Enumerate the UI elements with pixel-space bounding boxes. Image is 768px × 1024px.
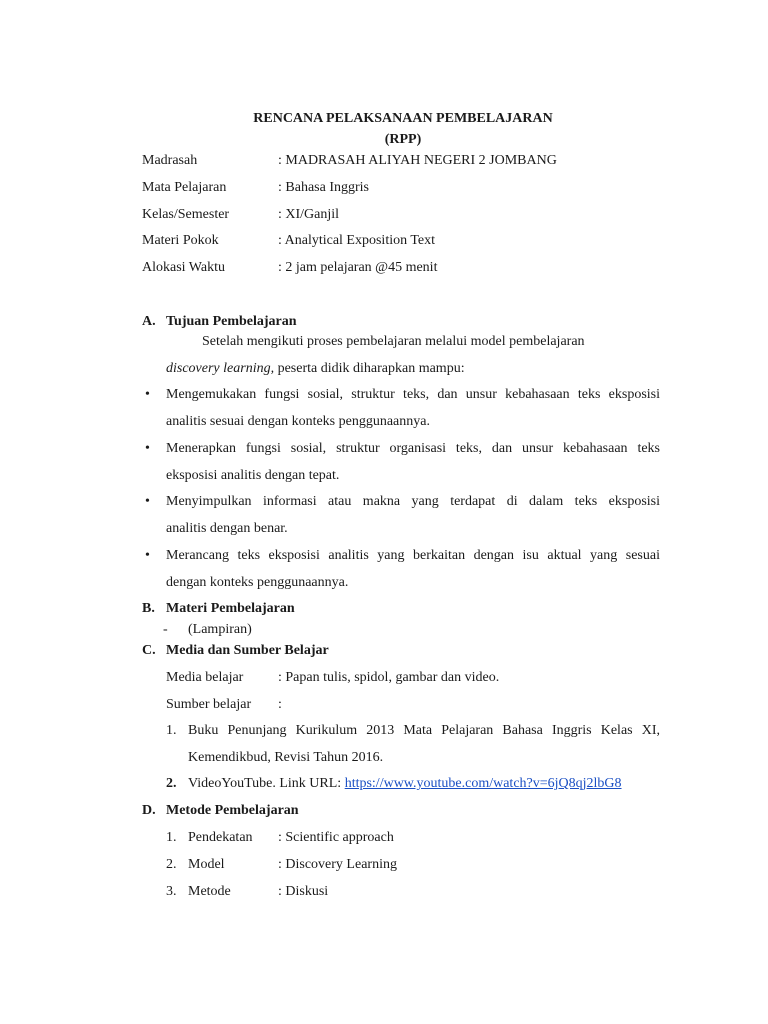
list-number: 1.	[166, 723, 177, 738]
objective-line: dengan konteks penggunaannya.	[166, 575, 349, 590]
intro-text	[166, 360, 465, 378]
identity-value: : Bahasa Inggris	[278, 180, 369, 195]
media-value: : Papan tulis, spidol, gambar dan video.	[278, 670, 500, 685]
source-line: Kemendikbud, Revisi Tahun 2016.	[188, 750, 384, 765]
list-number: 1.	[166, 830, 177, 845]
intro-text: Setelah mengikuti proses pembelajaran melalui model pembelajaran	[202, 334, 585, 349]
section-letter: A.	[142, 314, 156, 329]
section-letter: D.	[142, 803, 156, 818]
section-heading: Media dan Sumber Belajar	[166, 643, 329, 658]
media-label: Media belajar	[166, 670, 244, 685]
identity-label: Materi Pokok	[142, 233, 219, 248]
intro-italic-text: discovery learning,	[166, 361, 275, 376]
section-heading: Materi Pembelajaran	[166, 601, 295, 616]
identity-label: Kelas/Semester	[142, 207, 230, 222]
document-subtitle: (RPP)	[384, 132, 422, 147]
dash-marker: -	[163, 622, 168, 637]
section-letter: C.	[142, 643, 156, 658]
youtube-link[interactable]: https://www.youtube.com/watch?v=6jQ8qj2lbG8	[344, 776, 622, 791]
method-value: : Diskusi	[278, 884, 329, 899]
method-label: Pendekatan	[188, 830, 253, 845]
identity-label: Alokasi Waktu	[142, 260, 225, 275]
bullet-icon: •	[145, 441, 150, 456]
materi-item: (Lampiran)	[188, 622, 252, 637]
objective-line: Menerapkan fungsi sosial, struktur organisasi teks, dan unsur kebahasaan teks	[166, 441, 660, 456]
bullet-icon: •	[145, 387, 150, 402]
source-label: Sumber belajar	[166, 697, 252, 712]
objective-line: eksposisi analitis dengan tepat.	[166, 468, 340, 483]
source-line: Buku Penunjang Kurikulum 2013 Mata Pelajaran Bahasa Inggris Kelas XI,	[188, 723, 660, 738]
objective-line: analitis dengan benar.	[166, 521, 288, 536]
section-heading: Metode Pembelajaran	[166, 803, 299, 818]
identity-value: : 2 jam pelajaran @45 menit	[278, 260, 438, 275]
method-value: : Scientific approach	[278, 830, 394, 845]
bullet-icon: •	[145, 494, 150, 509]
document-title: RENCANA PELAKSANAAN PEMBELAJARAN	[253, 111, 553, 126]
source-value: :	[278, 697, 282, 712]
identity-value: : XI/Ganjil	[278, 207, 340, 222]
section-letter: B.	[142, 601, 155, 616]
objective-line: Menyimpulkan informasi atau makna yang terdapat di dalam teks eksposisi	[166, 494, 660, 509]
source-line	[188, 775, 622, 793]
objective-line: analitis sesuai dengan konteks penggunaannya.	[166, 414, 430, 429]
list-number: 2.	[166, 857, 177, 872]
list-number: 3.	[166, 884, 177, 899]
identity-label: Mata Pelajaran	[142, 180, 227, 195]
identity-value: : Analytical Exposition Text	[278, 233, 436, 248]
objective-line: Merancang teks eksposisi analitis yang berkaitan dengan isu aktual yang sesuai	[166, 548, 660, 563]
list-number: 2.	[166, 776, 177, 791]
section-heading: Tujuan Pembelajaran	[166, 314, 297, 329]
method-value: : Discovery Learning	[278, 857, 397, 872]
method-label: Metode	[188, 884, 231, 899]
source-text: VideoYouTube. Link URL:	[188, 776, 345, 791]
objective-line: Mengemukakan fungsi sosial, struktur teks, dan unsur kebahasaan teks eksposisi	[166, 387, 660, 402]
identity-label: Madrasah	[142, 153, 198, 168]
bullet-icon: •	[145, 548, 150, 563]
method-label: Model	[188, 857, 225, 872]
intro-rest-text: peserta didik diharapkan mampu:	[274, 361, 465, 376]
identity-value: : MADRASAH ALIYAH NEGERI 2 JOMBANG	[278, 153, 557, 168]
